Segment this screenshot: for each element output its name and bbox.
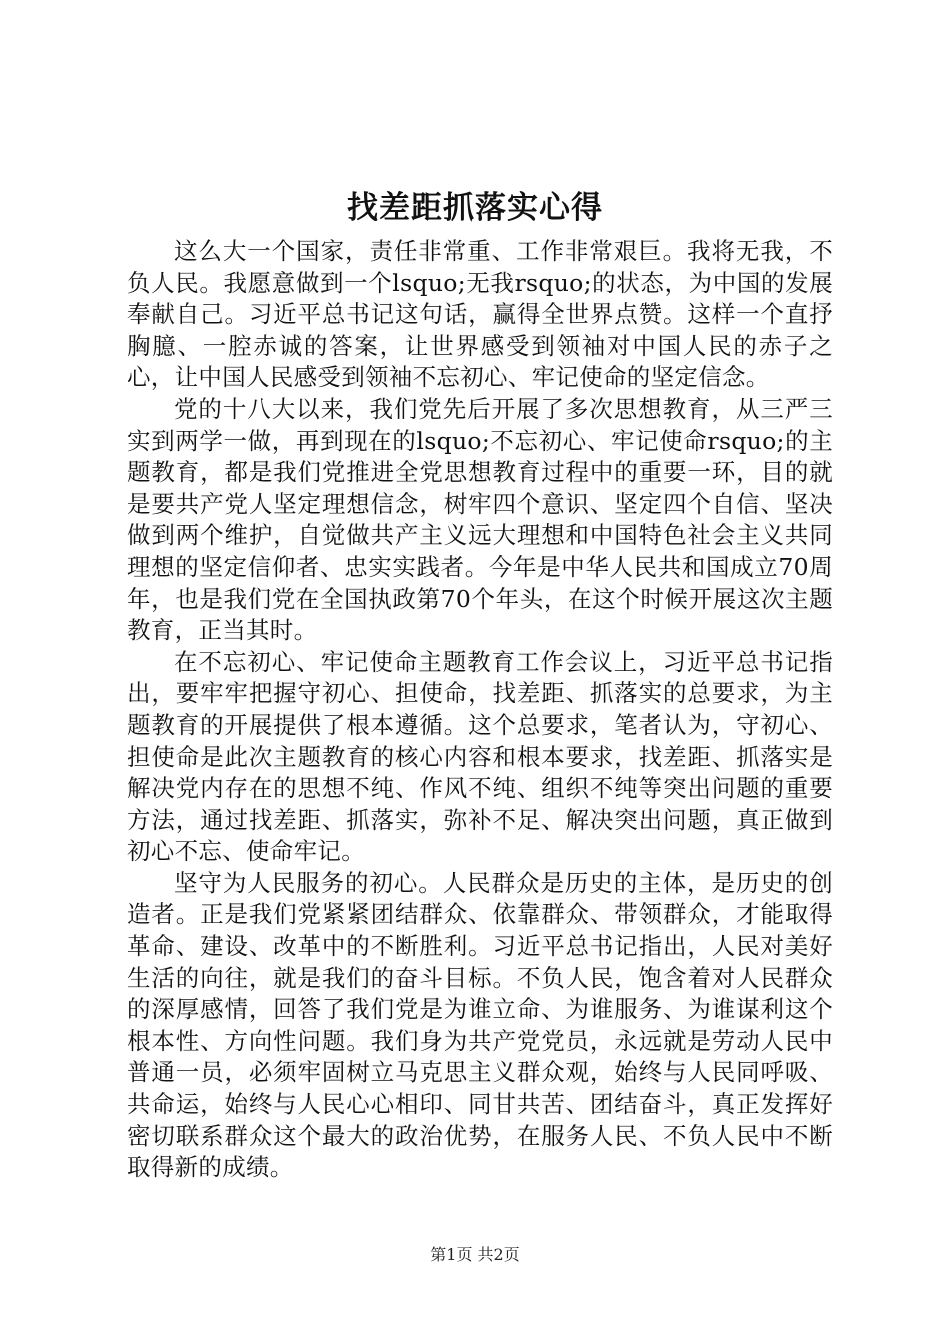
page-number-footer: 第1页 共2页 [430, 1245, 520, 1264]
document-title: 找差距抓落实心得 [347, 190, 603, 226]
paragraph-2: 党的十八大以来，我们党先后开展了多次思想教育，从三严三实到两学一做，再到现在的lsquo;不忘初心、牢记使命rsquo;的主题教育，都是我们党推进全党思想教育过程中的重要一环，目的就是要共产党人坚定理想信念，树牢四个意识、坚定四个自信、坚决做到两个维护，自觉做共产主义远大理想和中国特色社会主义共同理想的坚定信仰者、忠实实践者。今年是中华人民共和国成立70周年，也是我们党在全国执政第70个年头，在这个时候开展这次主题教育，正当其时。 [127, 394, 833, 645]
paragraph-1: 这么大一个国家，责任非常重、工作非常艰巨。我将无我，不负人民。我愿意做到一个lsquo;无我rsquo;的状态，为中国的发展奉献自己。习近平总书记这句话，赢得全世界点赞。这样一个直抒胸臆、一腔赤诚的答案，让世界感受到领袖对中国人民的赤子之心，让中国人民感受到领袖不忘初心、牢记使命的坚定信念。 [127, 237, 833, 392]
paragraph-4: 坚守为人民服务的初心。人民群众是历史的主体，是历史的创造者。正是我们党紧紧团结群众、依靠群众、带领群众，才能取得革命、建设、改革中的不断胜利。习近平总书记指出，人民对美好生活的向往，就是我们的奋斗目标。不负人民，饱含着对人民群众的深厚感情，回答了我们党是为谁立命、为谁服务、为谁谋利这个根本性、方向性问题。我们身为共产党党员，永远就是劳动人民中普通一员，必须牢固树立马克思主义群众观，始终与人民同呼吸、共命运，始终与人民心心相印、同甘共苦、团结奋斗，真正发挥好密切联系群众这个最大的政治优势，在服务人民、不负人民中不断取得新的成绩。 [127, 868, 833, 1182]
paragraph-3: 在不忘初心、牢记使命主题教育工作会议上，习近平总书记指出，要牢牢把握守初心、担使命，找差距、抓落实的总要求，为主题教育的开展提供了根本遵循。这个总要求，笔者认为，守初心、担使命是此次主题教育的核心内容和根本要求，找差距、抓落实是解决党内存在的思想不纯、作风不纯、组织不纯等突出问题的重要方法，通过找差距、抓落实，弥补不足、解决突出问题，真正做到初心不忘、使命牢记。 [127, 647, 833, 866]
document-body [127, 236, 833, 1184]
